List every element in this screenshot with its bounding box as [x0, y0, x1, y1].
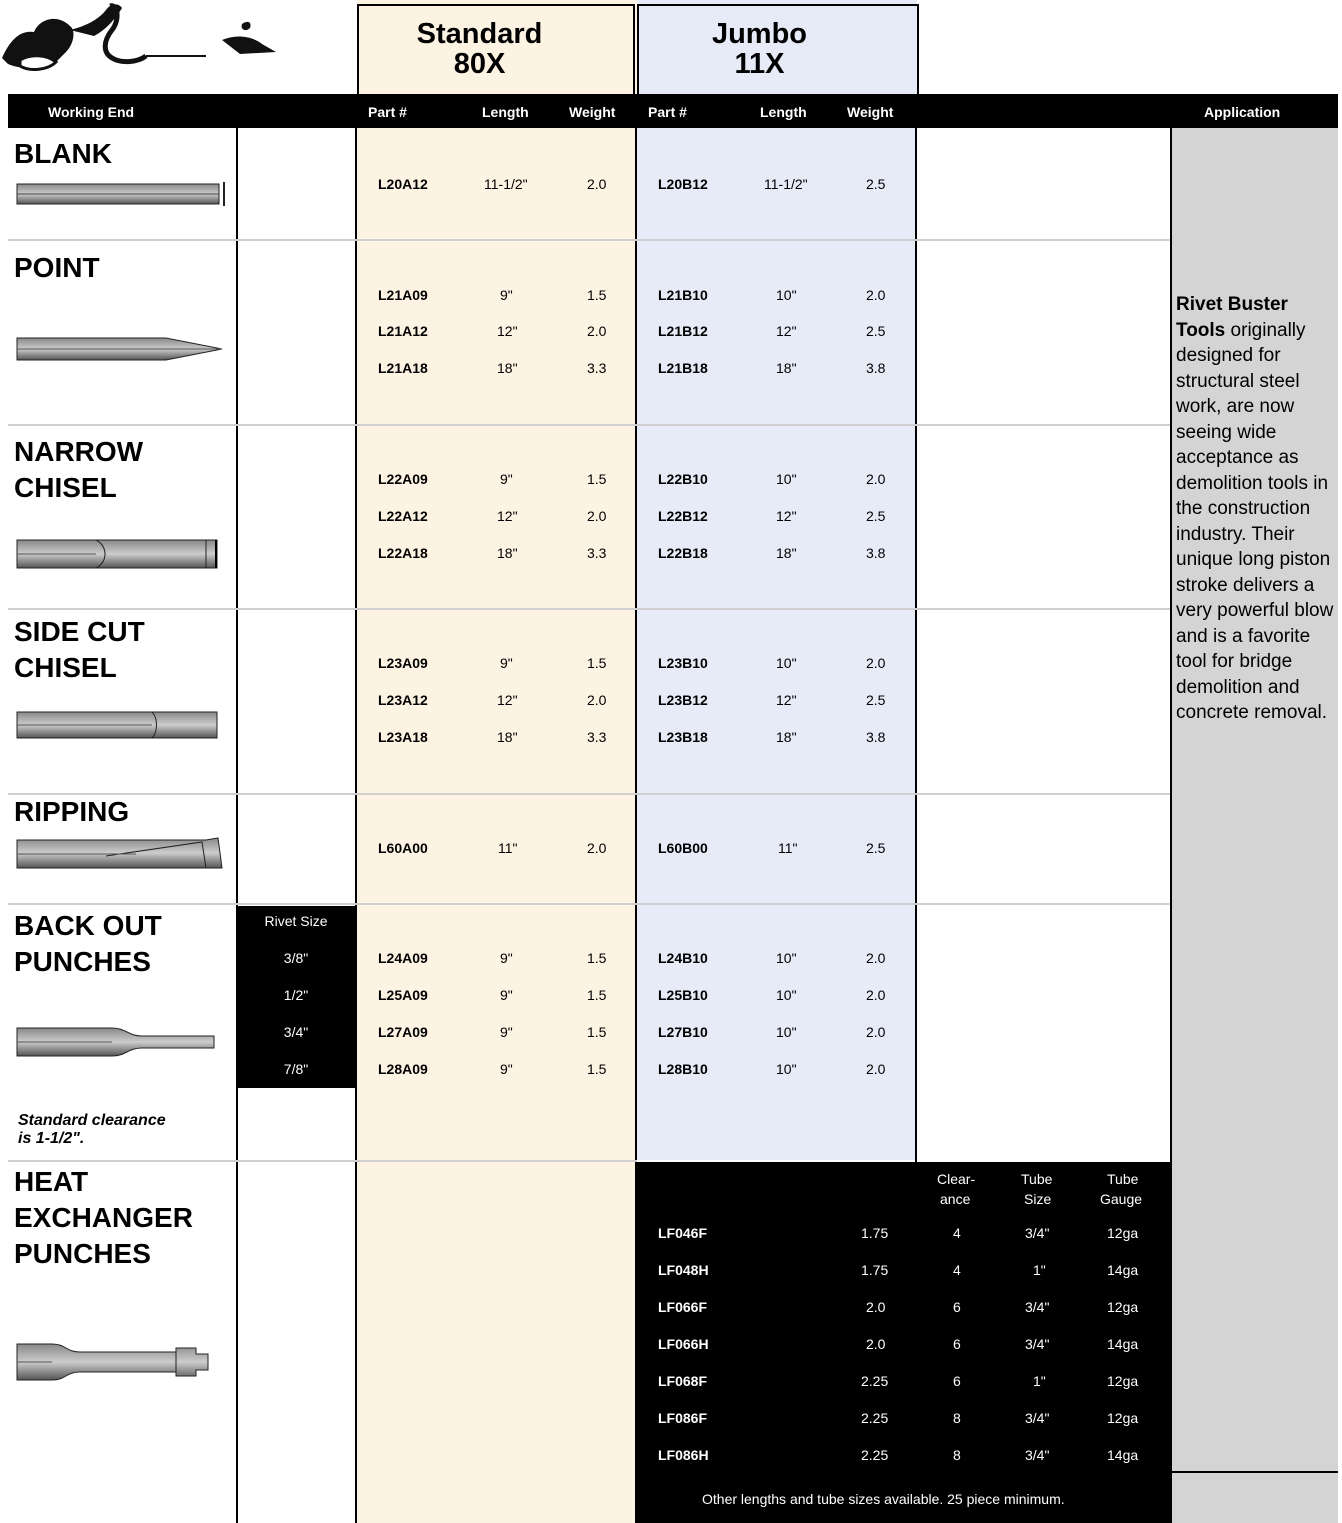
category-title-narrow-chisel: [14, 434, 143, 506]
jumbo-length: 10": [776, 287, 797, 303]
jumbo-length: 10": [776, 655, 797, 671]
header-tube-gauge: Tube: [1107, 1171, 1139, 1187]
header-std-part: Part #: [368, 104, 407, 120]
jumbo-length: 10": [776, 471, 797, 487]
std-length: 11-1/2": [484, 176, 528, 192]
separator: [8, 608, 1170, 610]
tube-gauge: 14ga: [1107, 1447, 1139, 1463]
category-title-side-cut-chisel: [14, 614, 145, 686]
jumbo-weight: 3.8: [866, 360, 886, 376]
jumbo-weight: 3.8: [866, 729, 886, 745]
std-length: 9": [500, 471, 513, 487]
category-title-point: [14, 250, 100, 286]
weight: 1.75: [861, 1225, 889, 1241]
std-part-number: L23A09: [378, 655, 428, 671]
application-body-text: originally designed for structural steel work, are now seeing wide acceptance as demolition tools in the construction industry. Their unique long piston stroke delivers a very powerful blow and is a favorite tool for bridge demolition and concrete removal.: [1176, 319, 1334, 723]
std-length: 9": [500, 987, 513, 1003]
jumbo-part-number: L21B18: [658, 360, 708, 376]
application-bold-lead: Rivet Buster Tools: [1176, 294, 1288, 341]
application-bottom-rule: [1170, 1471, 1338, 1473]
std-part-number: L22A09: [378, 471, 428, 487]
std-part-number: L27A09: [378, 1024, 428, 1040]
jumbo-part-number: L23B18: [658, 729, 708, 745]
category-title-blank: [14, 136, 112, 172]
header-jumbo-length: Length: [760, 104, 807, 120]
jumbo-weight: 2.0: [866, 1061, 886, 1077]
category-title-line: SIDE CUT: [14, 616, 145, 647]
std-weight: 2.0: [587, 840, 607, 856]
jumbo-title-line1: Jumbo: [711, 18, 808, 50]
header-std-weight: Weight: [569, 104, 616, 120]
category-title-line: CHISEL: [14, 652, 117, 683]
clearance: 8: [953, 1410, 961, 1426]
header-jumbo-weight: Weight: [847, 104, 894, 120]
std-length: 12": [497, 692, 518, 708]
std-length: 18": [497, 545, 518, 561]
category-title-line: BLANK: [14, 138, 112, 169]
tube-gauge: 14ga: [1107, 1262, 1139, 1278]
part-number: LF086F: [658, 1410, 708, 1426]
divider-working-end: [236, 128, 238, 1523]
std-length: 12": [497, 508, 518, 524]
jumbo-column-bg: [637, 0, 917, 1160]
clearance: 6: [953, 1373, 961, 1389]
std-weight: 2.0: [587, 323, 607, 339]
std-length: 9": [500, 950, 513, 966]
jumbo-part-number: L21B10: [658, 287, 708, 303]
jumbo-weight: 2.0: [866, 655, 886, 671]
divider-jumbo-right: [915, 94, 917, 1162]
std-weight: 1.5: [587, 655, 607, 671]
jumbo-length: 12": [776, 508, 797, 524]
tube-gauge: 12ga: [1107, 1373, 1139, 1389]
jumbo-title-line2: 11X: [734, 48, 785, 80]
tube-size: 3/4": [1025, 1299, 1050, 1315]
std-weight: 1.5: [587, 471, 607, 487]
jumbo-part-number: L25B10: [658, 987, 708, 1003]
jumbo-part-number: L27B10: [658, 1024, 708, 1040]
jumbo-length: 11": [778, 840, 798, 856]
weight: 2.0: [866, 1336, 886, 1352]
category-title-line: BACK OUT: [14, 910, 162, 941]
std-length: 9": [500, 1024, 513, 1040]
jumbo-length: 11-1/2": [764, 176, 808, 192]
jumbo-weight: 2.5: [866, 508, 886, 524]
part-number: LF086H: [658, 1447, 709, 1463]
jumbo-part-number: L22B10: [658, 471, 708, 487]
std-weight: 3.3: [587, 729, 607, 745]
std-length: 12": [497, 323, 518, 339]
standard-series-title: [357, 19, 602, 79]
jumbo-weight: 2.5: [866, 692, 886, 708]
std-weight: 1.5: [587, 287, 607, 303]
part-number: LF046F: [658, 1225, 708, 1241]
category-title-line: CHISEL: [14, 472, 117, 503]
separator: [8, 239, 1170, 241]
jumbo-length: 10": [776, 950, 797, 966]
jumbo-length: 10": [776, 1024, 797, 1040]
std-part-number: L22A12: [378, 508, 428, 524]
header-std-length: Length: [482, 104, 529, 120]
jumbo-weight: 3.8: [866, 545, 886, 561]
header-tube-size: Tube: [1021, 1171, 1053, 1187]
tube-size: 3/4": [1025, 1225, 1050, 1241]
jumbo-series-title: [637, 19, 882, 79]
tube-gauge: 14ga: [1107, 1336, 1139, 1352]
weight: 2.0: [866, 1299, 886, 1315]
std-length: 18": [497, 360, 518, 376]
header-tube-size: Size: [1024, 1191, 1052, 1207]
jumbo-weight: 2.0: [866, 287, 886, 303]
category-title-line: NARROW: [14, 436, 144, 467]
header-tube-gauge: Gauge: [1100, 1191, 1143, 1207]
logo-illustration: [0, 0, 290, 72]
std-weight: 2.0: [587, 176, 607, 192]
standard-title-line2: 80X: [453, 48, 506, 80]
weight: 2.25: [861, 1447, 889, 1463]
jumbo-part-number: L22B12: [658, 508, 708, 524]
separator: [8, 1160, 637, 1162]
clearance: 6: [953, 1336, 961, 1352]
std-part-number: L23A18: [378, 729, 428, 745]
jumbo-part-number: L21B12: [658, 323, 708, 339]
header-clearance: Clear-: [937, 1171, 976, 1187]
std-length: 9": [500, 287, 513, 303]
part-number: LF066H: [658, 1336, 709, 1352]
rivet-size: 3/4": [283, 1024, 309, 1040]
tube-gauge: 12ga: [1107, 1299, 1139, 1315]
jumbo-part-number: L23B10: [658, 655, 708, 671]
jumbo-part-number: L23B12: [658, 692, 708, 708]
header-clearance: ance: [940, 1191, 971, 1207]
tube-gauge: 12ga: [1107, 1410, 1139, 1426]
category-title-heat-exchanger-punches: [14, 1164, 193, 1272]
tube-gauge: 12ga: [1107, 1225, 1139, 1241]
application-description: [1176, 292, 1336, 726]
std-length: 18": [497, 729, 518, 745]
separator: [8, 903, 1170, 905]
category-title-ripping: [14, 794, 129, 830]
part-number: LF048H: [658, 1262, 709, 1278]
part-number: LF068F: [658, 1373, 708, 1389]
weight: 2.25: [861, 1410, 889, 1426]
category-title-line: PUNCHES: [14, 946, 151, 977]
clearance: 6: [953, 1299, 961, 1315]
jumbo-length: 12": [776, 323, 797, 339]
std-length: 9": [500, 1061, 513, 1077]
std-part-number: L60A00: [378, 840, 428, 856]
clearance: 8: [953, 1447, 961, 1463]
std-length: 11": [498, 840, 518, 856]
jumbo-length: 12": [776, 692, 797, 708]
side-cut-chisel-bar-icon: [16, 708, 228, 742]
category-title-line: RIPPING: [14, 796, 130, 827]
tube-size: 3/4": [1025, 1410, 1050, 1426]
std-part-number: L21A12: [378, 323, 428, 339]
category-title-line: PUNCHES: [14, 1238, 151, 1269]
std-part-number: L21A18: [378, 360, 428, 376]
rivet-size-box: [237, 906, 355, 1088]
ripping-bar-icon: [16, 834, 228, 874]
jumbo-weight: 2.0: [866, 950, 886, 966]
standard-column-bg: [357, 0, 637, 1523]
std-weight: 3.3: [587, 360, 607, 376]
jumbo-weight: 2.5: [866, 840, 886, 856]
std-weight: 2.0: [587, 508, 607, 524]
back-out-punch-bar-icon: [16, 1024, 228, 1060]
tube-size: 1": [1033, 1262, 1046, 1278]
jumbo-length: 18": [776, 545, 797, 561]
category-title-line: HEAT: [14, 1166, 89, 1197]
jumbo-weight: 2.5: [866, 323, 886, 339]
std-part-number: L24A09: [378, 950, 428, 966]
std-part-number: L25A09: [378, 987, 428, 1003]
std-part-number: L23A12: [378, 692, 428, 708]
category-title-line: POINT: [14, 252, 100, 283]
std-weight: 1.5: [587, 950, 607, 966]
std-weight: 1.5: [587, 1024, 607, 1040]
column-header-bar: [8, 94, 1338, 128]
std-part-number: L28A09: [378, 1061, 428, 1077]
std-length: 9": [500, 655, 513, 671]
jumbo-length: 18": [776, 729, 797, 745]
header-working-end: Working End: [48, 104, 135, 120]
clearance-note-line: is 1-1/2".: [18, 1130, 85, 1147]
separator: [8, 793, 1170, 795]
std-weight: 2.0: [587, 692, 607, 708]
weight: 2.25: [861, 1373, 889, 1389]
tube-size: 3/4": [1025, 1447, 1050, 1463]
jumbo-weight: 2.0: [866, 987, 886, 1003]
jumbo-part-number: L22B18: [658, 545, 708, 561]
heat-exchanger-table: [637, 1162, 1172, 1523]
std-part-number: L22A18: [378, 545, 428, 561]
jumbo-length: 10": [776, 987, 797, 1003]
blank-bar-icon: [16, 180, 228, 210]
std-weight: 3.3: [587, 545, 607, 561]
std-part-number: L20A12: [378, 176, 428, 192]
weight: 1.75: [861, 1262, 889, 1278]
jumbo-weight: 2.0: [866, 1024, 886, 1040]
clearance-note-line: Standard clearance: [18, 1112, 166, 1129]
rivet-size-header: Rivet Size: [264, 913, 328, 929]
clearance: 4: [953, 1262, 961, 1278]
heat-exchanger-punch-bar-icon: [16, 1340, 228, 1384]
rivet-size: 7/8": [283, 1061, 309, 1077]
jumbo-weight: 2.5: [866, 176, 886, 192]
standard-title-line1: Standard: [416, 18, 543, 50]
point-bar-icon: [16, 334, 228, 364]
clearance-note: [18, 1112, 166, 1148]
std-weight: 1.5: [587, 987, 607, 1003]
jumbo-part-number: L24B10: [658, 950, 708, 966]
divider-standard-left: [355, 94, 357, 1523]
rivet-size: 1/2": [283, 987, 309, 1003]
jumbo-weight: 2.0: [866, 471, 886, 487]
rivet-size: 3/8": [283, 950, 309, 966]
std-part-number: L21A09: [378, 287, 428, 303]
narrow-chisel-bar-icon: [16, 536, 228, 572]
heat-exchanger-footnote: Other lengths and tube sizes available. 25 piece minimum.: [702, 1491, 1065, 1507]
jumbo-length: 18": [776, 360, 797, 376]
jumbo-part-number: L20B12: [658, 176, 708, 192]
jumbo-part-number: L28B10: [658, 1061, 708, 1077]
category-title-line: EXCHANGER: [14, 1202, 193, 1233]
part-number: LF066F: [658, 1299, 708, 1315]
jumbo-part-number: L60B00: [658, 840, 708, 856]
std-weight: 1.5: [587, 1061, 607, 1077]
jumbo-length: 10": [776, 1061, 797, 1077]
clearance: 4: [953, 1225, 961, 1241]
tube-size: 3/4": [1025, 1336, 1050, 1352]
separator: [8, 424, 1170, 426]
tube-size: 1": [1033, 1373, 1046, 1389]
header-jumbo-part: Part #: [648, 104, 687, 120]
category-title-back-out-punches: [14, 908, 162, 980]
header-application: Application: [1204, 104, 1281, 120]
